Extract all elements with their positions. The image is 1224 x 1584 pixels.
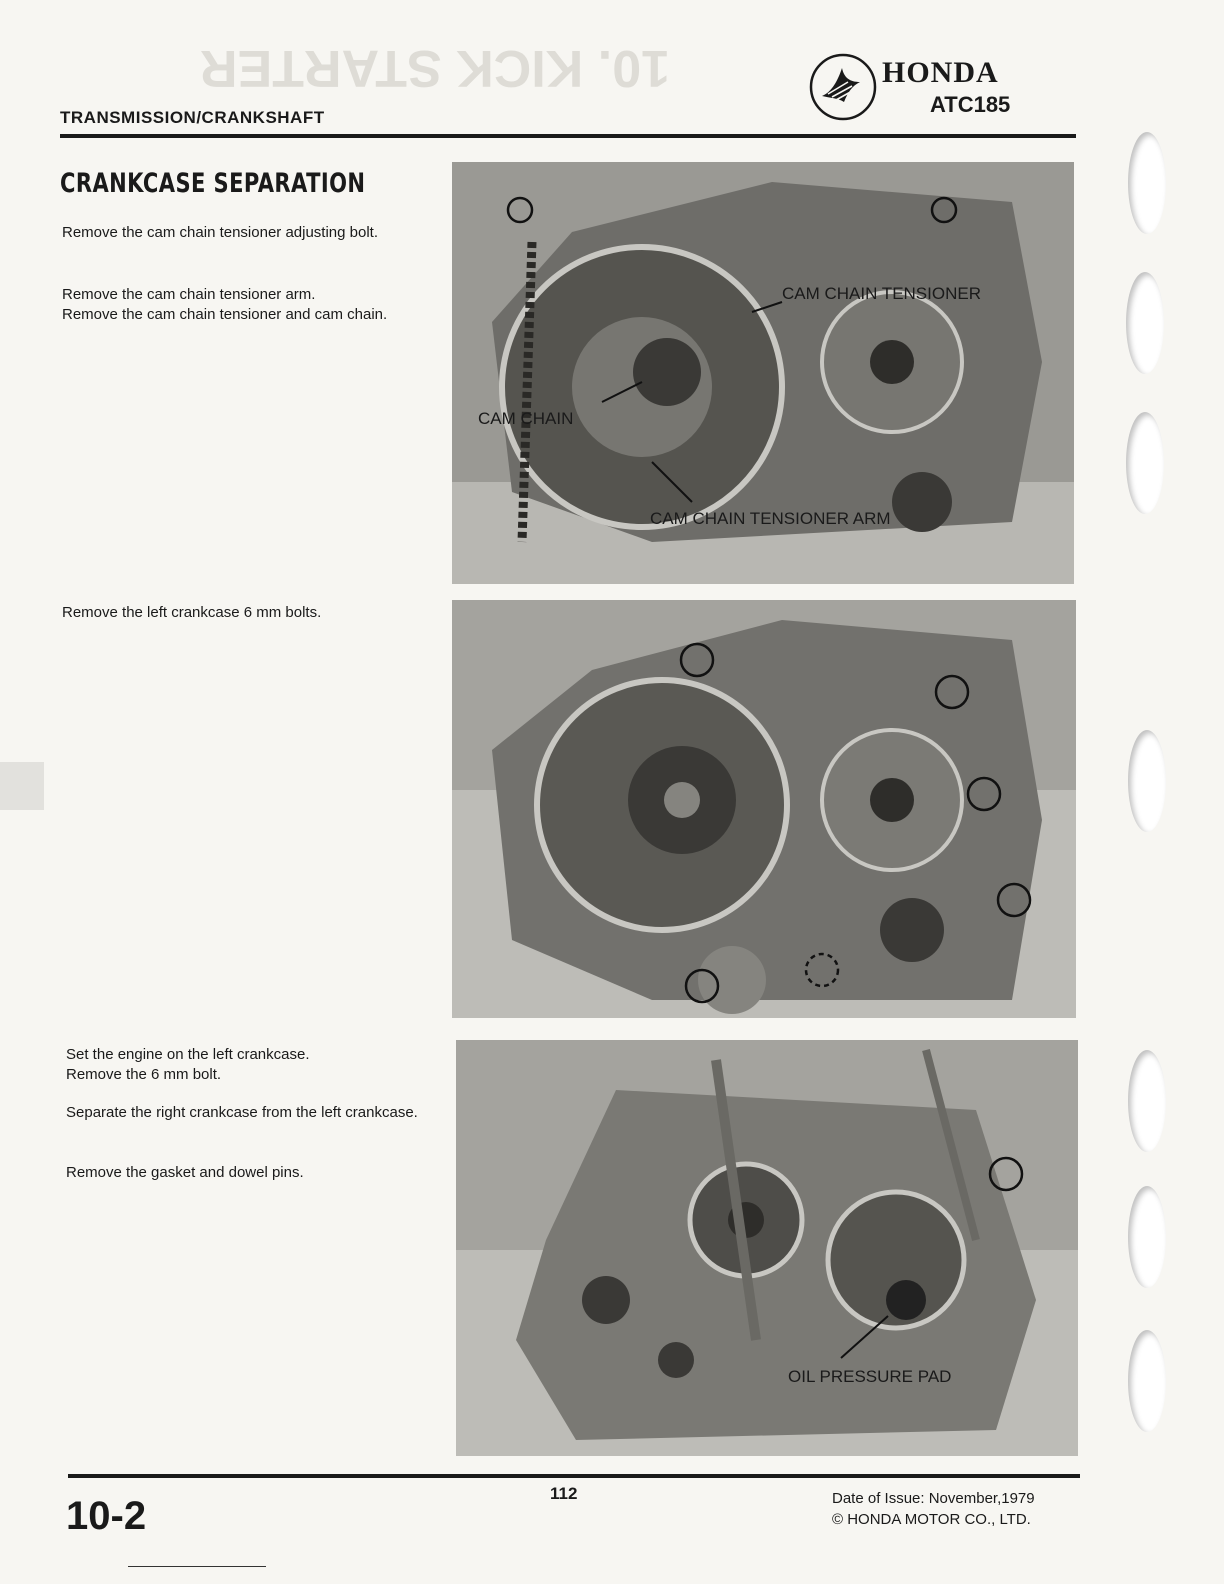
binder-hole bbox=[1128, 1050, 1166, 1152]
issue-date: Date of Issue: November,1979 bbox=[832, 1490, 1035, 1507]
label-cam-chain: CAM CHAIN bbox=[478, 409, 574, 428]
photo-oil-pressure-pad bbox=[456, 1040, 1078, 1456]
brand-name: HONDA bbox=[882, 56, 999, 89]
photo-left-crankcase-bolts bbox=[452, 600, 1076, 1018]
photo-cam-chain bbox=[452, 162, 1074, 584]
copyright: © HONDA MOTOR CO., LTD. bbox=[832, 1511, 1031, 1528]
label-oil-pressure-pad: OIL PRESSURE PAD bbox=[788, 1367, 952, 1386]
binder-hole bbox=[1128, 730, 1166, 832]
step-remove-left-bolts: Remove the left crankcase 6 mm bolts. bbox=[62, 604, 322, 621]
footer-rule bbox=[68, 1474, 1080, 1478]
binder-hole bbox=[1126, 412, 1164, 514]
reverse-page-bleed: 10. KICK STARTER bbox=[200, 39, 670, 97]
page-id: 10-2 bbox=[66, 1494, 147, 1538]
binder-hole bbox=[1126, 272, 1164, 374]
binder-hole bbox=[1128, 132, 1166, 234]
step-remove-tensioner-arm: Remove the cam chain tensioner arm. bbox=[62, 286, 316, 303]
step-remove-adjusting-bolt: Remove the cam chain tensioner adjusting bolt. bbox=[62, 224, 379, 241]
page-title: CRANKCASE SEPARATION bbox=[60, 168, 366, 199]
honda-wing-icon bbox=[808, 52, 878, 122]
issue-info bbox=[832, 1488, 1035, 1530]
step-separate-crankcase: Separate the right crankcase from the left crankcase. bbox=[66, 1104, 418, 1121]
page-number: 112 bbox=[550, 1484, 578, 1503]
label-cam-chain-tensioner-arm: CAM CHAIN TENSIONER ARM bbox=[650, 509, 891, 528]
step-remove-tensioner-and-chain: Remove the cam chain tensioner and cam chain. bbox=[62, 306, 388, 323]
binder-hole bbox=[1128, 1330, 1166, 1432]
section-label: TRANSMISSION/CRANKSHAFT bbox=[60, 108, 325, 127]
model-name: ATC185 bbox=[930, 92, 1011, 117]
step-remove-bolt: Remove the 6 mm bolt. bbox=[66, 1066, 222, 1083]
binder-hole bbox=[1128, 1186, 1166, 1288]
edge-tab-mark bbox=[0, 762, 44, 810]
label-cam-chain-tensioner: CAM CHAIN TENSIONER bbox=[782, 284, 981, 303]
step-remove-gasket: Remove the gasket and dowel pins. bbox=[66, 1164, 304, 1181]
header-rule bbox=[60, 134, 1076, 138]
step-set-engine: Set the engine on the left crankcase. bbox=[66, 1046, 310, 1063]
footer-underline bbox=[128, 1566, 266, 1567]
